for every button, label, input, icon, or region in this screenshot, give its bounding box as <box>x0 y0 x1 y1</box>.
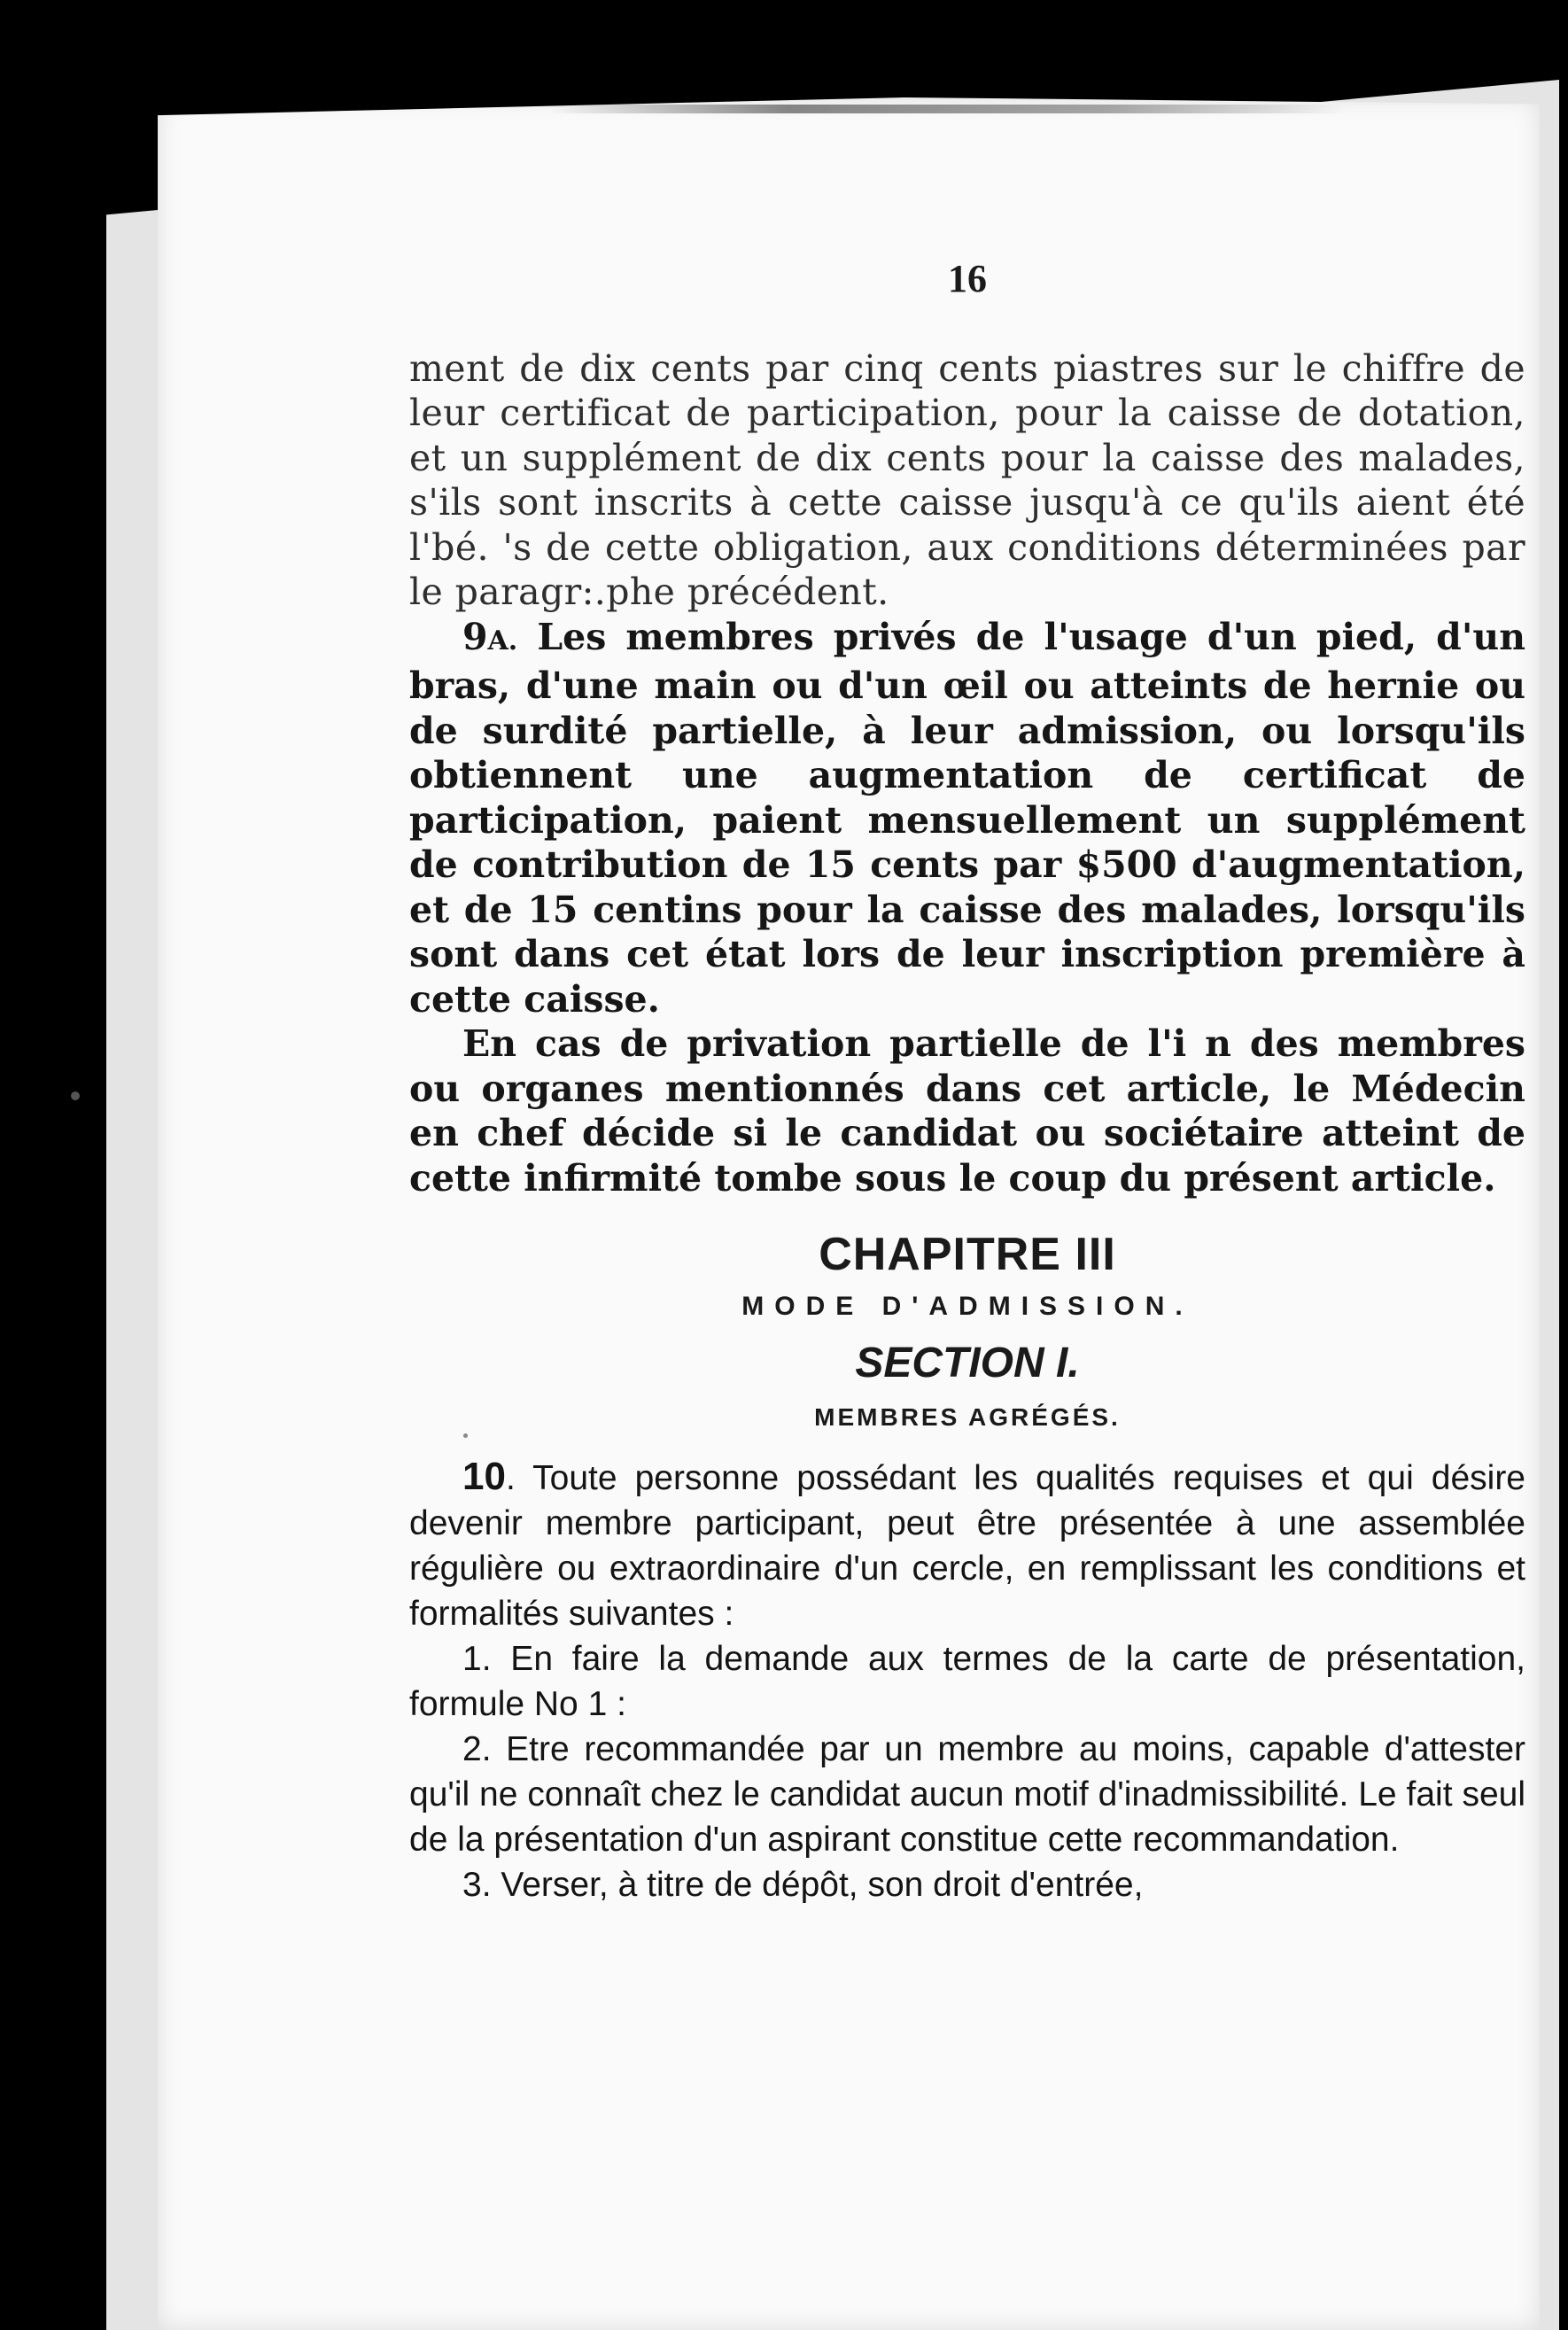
chapter-heading: CHAPITRE III <box>819 1229 1116 1280</box>
article-9a <box>409 615 1525 1022</box>
article-number: 9A. <box>462 615 518 658</box>
list-item: 1. En faire la demande aux termes de la carte de présentation, formule No 1 : <box>409 1640 1525 1723</box>
scan-speck <box>71 1091 80 1100</box>
article-10-block <box>409 1454 1525 1907</box>
paragraph-privation: En cas de privation partielle de l'i n des membres ou organes mentionnés dans cet article, le Médecin en chef décide si le candidat ou sociétaire atteint de cette infirmité tombe sous le coup du présent article. <box>409 1022 1525 1200</box>
section-subtitle: MEMBRES AGRÉGÉS. <box>814 1402 1121 1431</box>
paragraph-continuation: ment de dix cents par cinq cents piastres sur le chiffre de leur certificat de participation, pour la caisse de dotation, et un supplément de dix cents pour la caisse des malades, s'ils sont inscrits à cette caisse jusqu'à ce qu'ils aient été l'bé. 's de cette obligation, aux conditions déterminées par le paragr:.phe précédent. <box>409 346 1525 613</box>
article-10 <box>409 1454 1525 1636</box>
page-number: 16 <box>948 257 987 300</box>
section-heading: SECTION I. <box>855 1340 1080 1386</box>
article-number: 10 <box>462 1455 506 1498</box>
article-10-text: . Toute personne possédant les qualités requises et qui désire devenir membre participant, peut être présentée à une assemblée régulière ou extraordinaire d'un cercle, en remplissant les conditions et formalités suivantes : <box>409 1459 1525 1633</box>
article-9a-text: Les membres privés de l'usage d'un pied, d'un bras, d'une main ou d'un œil ou atteints de hernie ou de surdité partielle, à leur admission, ou lorsqu'ils obtiennent une augmentation de certificat de participation, paient mensuellement un supplément de contribution de 15 cents par $500 d'augmentation, et de 15 centins pour la caisse des malades, lorsqu'ils sont dans cet état lors de leur inscription première à cette caisse. <box>409 615 1525 1021</box>
page-top-shadow <box>549 105 1347 113</box>
page-text <box>409 257 1525 1907</box>
list-item: 2. Etre recommandée par un membre au moins, capable d'attester qu'il ne connaît chez le candidat aucun motif d'inadmissibilité. Le fait seul de la présentation d'un aspirant constitue cette recommandation. <box>409 1730 1525 1859</box>
list-item: 3. Verser, à titre de dépôt, son droit d'entrée, <box>462 1866 1144 1904</box>
chapter-subtitle: MODE D'ADMISSION. <box>741 1291 1193 1321</box>
